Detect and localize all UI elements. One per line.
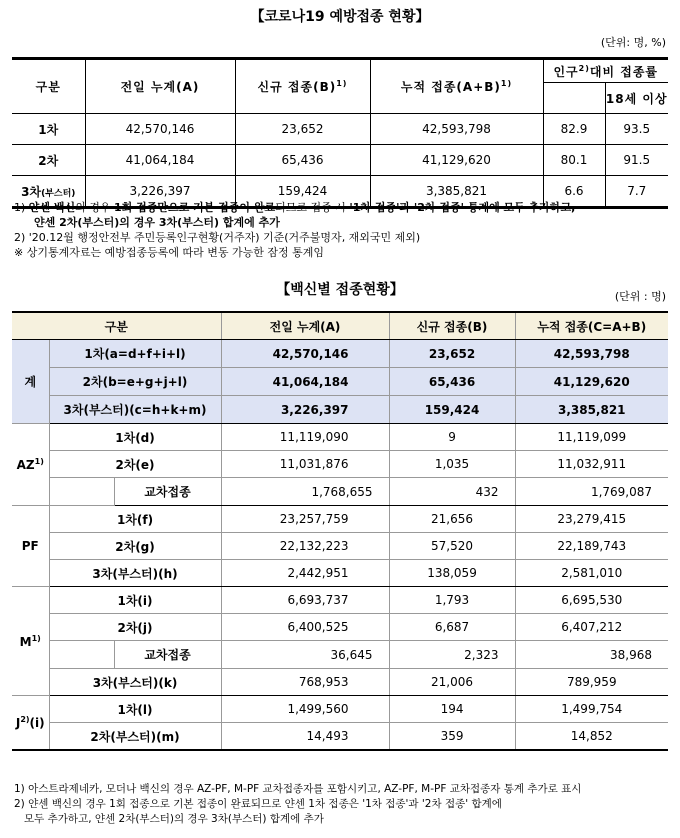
- cell-cum: 11,119,099: [515, 424, 668, 451]
- cell-cum: 11,032,911: [515, 451, 668, 478]
- table-row: [12, 560, 668, 587]
- cell-cum: 3,385,821: [515, 396, 668, 424]
- cell-cum: 6,407,212: [515, 614, 668, 641]
- cell-cum: 14,852: [515, 723, 668, 751]
- section-title: 【백신별 접종현황】: [276, 282, 404, 298]
- cell-cum: 38,968: [515, 641, 668, 669]
- cell-new: 65,436: [389, 368, 515, 396]
- cell-prev: 1,768,655: [221, 478, 389, 506]
- row-label: 1차(d): [49, 424, 221, 451]
- cell-cum: 1,499,754: [515, 696, 668, 723]
- vaccine-breakdown-table: [12, 311, 668, 751]
- cell-new: 359: [389, 723, 515, 751]
- unit-label: (단위: 명, %): [600, 36, 666, 49]
- row-label: 2차(g): [49, 533, 221, 560]
- header-prev-total: 전일 누계(A): [85, 59, 235, 114]
- table-row: [12, 614, 668, 641]
- cell-new: 21,656: [389, 506, 515, 533]
- cell-prev: 6,400,525: [221, 614, 389, 641]
- row-label: 교차접종: [114, 641, 221, 669]
- cell-prev: 42,570,146: [221, 340, 389, 368]
- cell-new: 2,323: [389, 641, 515, 669]
- cell-cum: 42,593,798: [370, 114, 543, 145]
- cell-prev: 22,132,223: [221, 533, 389, 560]
- header-rate: 인구$^{2)}$대비 접종률: [543, 59, 668, 83]
- row-label: 3차(부스터)(c=h+k+m): [49, 396, 221, 424]
- cell-cum: 789,959: [515, 669, 668, 696]
- cell-new: 23,652: [235, 114, 370, 145]
- cell-cum: 41,129,620: [515, 368, 668, 396]
- cell-new: 57,520: [389, 533, 515, 560]
- cell-adult-rate: 7.7: [605, 176, 668, 208]
- group-total: 계: [12, 340, 49, 424]
- cell-prev: 768,953: [221, 669, 389, 696]
- cell-new: 159,424: [389, 396, 515, 424]
- row-label: 3차(부스터)(k): [49, 669, 221, 696]
- cell-prev: 2,442,951: [221, 560, 389, 587]
- row-label: 1차(a=d+f+i+l): [49, 340, 221, 368]
- group-pf: PF: [12, 506, 49, 587]
- row-label: 교차접종: [114, 478, 221, 506]
- cell-prev: 41,064,184: [85, 145, 235, 176]
- table-row: [12, 368, 668, 396]
- header-new: 신규 접종(B): [389, 312, 515, 340]
- cell-prev: 6,693,737: [221, 587, 389, 614]
- table-row: [12, 145, 668, 176]
- group-az: AZ$^{1)}$: [12, 424, 49, 506]
- row-label: 1차(l): [49, 696, 221, 723]
- cell-new: 1,035: [389, 451, 515, 478]
- cell-new: 194: [389, 696, 515, 723]
- header-gubun: 구분: [12, 312, 221, 340]
- cell-pop-rate: 6.6: [543, 176, 605, 208]
- row-label: 2차(부스터)(m): [49, 723, 221, 751]
- cell-cum: 2,581,010: [515, 560, 668, 587]
- cell-cum: 23,279,415: [515, 506, 668, 533]
- cell-new: 9: [389, 424, 515, 451]
- cell-prev: 1,499,560: [221, 696, 389, 723]
- cell-prev: 11,119,090: [221, 424, 389, 451]
- footnote-3: ※ 상기통계자료는 예방접종등록에 따라 변동 가능한 잠정 통계임: [14, 246, 324, 259]
- table-row: [12, 340, 668, 368]
- table-row: [12, 451, 668, 478]
- cell-new: 1,793: [389, 587, 515, 614]
- table-row: [12, 478, 668, 506]
- cell-adult-rate: 91.5: [605, 145, 668, 176]
- table-row: [12, 506, 668, 533]
- cell-new: 21,006: [389, 669, 515, 696]
- cell-prev: 23,257,759: [221, 506, 389, 533]
- header-prev-total: 전일 누계(A): [221, 312, 389, 340]
- cell-adult-rate: 93.5: [605, 114, 668, 145]
- unit-label-2: (단위 : 명): [614, 290, 666, 303]
- row-label: 2차(b=e+g+j+l): [49, 368, 221, 396]
- cell-new: 6,687: [389, 614, 515, 641]
- row-label: 2차: [12, 145, 85, 176]
- group-m: $M^{1)}$: [12, 587, 49, 696]
- row-label: 2차(j): [49, 614, 221, 641]
- cell-prev: 3,226,397: [221, 396, 389, 424]
- cell-new: 432: [389, 478, 515, 506]
- cell-cum: 42,593,798: [515, 340, 668, 368]
- row-label: 1차: [12, 114, 85, 145]
- cell-pop-rate: 80.1: [543, 145, 605, 176]
- row-label: 3차(부스터)(h): [49, 560, 221, 587]
- table-row: [12, 669, 668, 696]
- row-label: 1차(f): [49, 506, 221, 533]
- table-row: [12, 723, 668, 751]
- footnote-2-cont: 모두 추가하고, 얀센 2차(부스터)의 경우 3차(부스터) 합계에 추가: [14, 813, 324, 825]
- cell-prev: 3,226,397: [85, 176, 235, 208]
- vaccination-summary-table: [12, 57, 668, 209]
- footnote-2: 2) 얀센 백신의 경우 1회 접종으로 기본 접종이 완료되므로 얀센 1차 접종은 '1차 접종'과 '2차 접종' 합계에: [14, 798, 502, 810]
- cell-cum: 6,695,530: [515, 587, 668, 614]
- row-label: 3차(부스터): [12, 176, 85, 208]
- cell-prev: 36,645: [221, 641, 389, 669]
- footnote-1: 1) 얀센 백신의 경우 1회 접종만으로 기본 접종이 완료되므로 접종 시 '1차 접종'과 '2차 접종' 통계에 모두 추가하고,: [14, 201, 576, 214]
- table-row: [12, 533, 668, 560]
- footnote-2: 2) '20.12월 행정안전부 주민등록인구현황(거주자) 기준(거주불명자, 재외국민 제외): [14, 231, 421, 244]
- header-cumulative: 누적 접종$(A+B)^{1)}$: [370, 59, 543, 114]
- cell-new: 138,059: [389, 560, 515, 587]
- cell-prev: 14,493: [221, 723, 389, 751]
- footnote-1-cont: 얀센 2차(부스터)의 경우 3차(부스터) 합계에 추가: [34, 216, 280, 229]
- header-new: 신규 접종$(B)^{1)}$: [235, 59, 370, 114]
- footnote-1: 1) 아스트라제네카, 모더나 백신의 경우 AZ-PF, M-PF 교차접종자를 포함시키고, AZ-PF, M-PF 교차접종자 통계 추가로 표시: [14, 783, 582, 795]
- cell-prev: 42,570,146: [85, 114, 235, 145]
- cell-cum: 1,769,087: [515, 478, 668, 506]
- cell-cum: 22,189,743: [515, 533, 668, 560]
- cell-new: 65,436: [235, 145, 370, 176]
- table-row: [12, 396, 668, 424]
- cell-cum: 41,129,620: [370, 145, 543, 176]
- table-row: [12, 587, 668, 614]
- cell-prev: 11,031,876: [221, 451, 389, 478]
- cell-new: 23,652: [389, 340, 515, 368]
- cell-prev: 41,064,184: [221, 368, 389, 396]
- footnotes-summary: [14, 200, 674, 260]
- table-row: [12, 114, 668, 145]
- header-cumulative: 누적 접종(C=A+B): [515, 312, 668, 340]
- cell-pop-rate: 82.9: [543, 114, 605, 145]
- row-label: 1차(i): [49, 587, 221, 614]
- table-row: [12, 696, 668, 723]
- footnotes-vaccine: [14, 782, 678, 827]
- cell-new: 159,424: [235, 176, 370, 208]
- table-row: [12, 641, 668, 669]
- row-label: 2차(e): [49, 451, 221, 478]
- header-18-plus: 18세 이상: [605, 83, 668, 114]
- table-row: [12, 424, 668, 451]
- header-gubun: 구분: [12, 59, 85, 114]
- group-j: $J^{2)}(i)$: [12, 696, 49, 751]
- cell-cum: 3,385,821: [370, 176, 543, 208]
- page-title: 【코로나19 예방접종 현황】: [250, 9, 430, 25]
